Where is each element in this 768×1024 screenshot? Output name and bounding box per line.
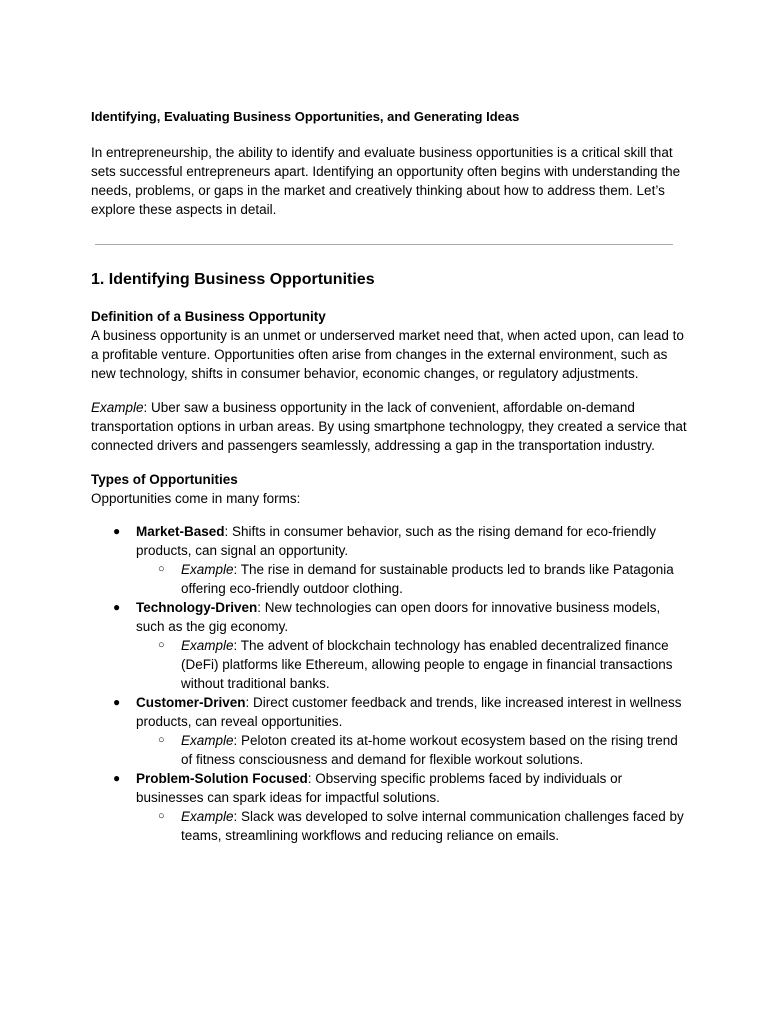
bullet-icon: ● [113, 695, 121, 709]
example-label: Example [181, 733, 234, 748]
list-item [91, 522, 691, 598]
type-label: Customer-Driven [136, 695, 246, 710]
sub-list-item [136, 636, 691, 693]
horizontal-divider [95, 244, 673, 245]
example-text: : Uber saw a business opportunity in the lack of convenient, affordable on-demand transportation options in urban areas. By using smartphone technologpy, they created a service that connected drivers and passengers seamlessly, addressing a gap in the transportation industry. [91, 400, 687, 453]
section-body [91, 307, 691, 845]
type-label: Problem-Solution Focused [136, 771, 308, 786]
example-text: : The rise in demand for sustainable products led to brands like Patagonia offering eco-friendly outdoor clothing. [181, 562, 674, 596]
example-label: Example [181, 638, 234, 653]
types-heading: Types of Opportunities [91, 472, 238, 487]
example-label: Example [181, 809, 234, 824]
type-text: : Direct customer feedback and trends, like increased interest in wellness products, can reveal opportunities. [136, 695, 682, 729]
example-text: : Peloton created its at-home workout ecosystem based on the rising trend of fitness consciousness and demand for flexible workout solutions. [181, 733, 678, 767]
list-item [91, 693, 691, 769]
sub-list [136, 560, 691, 598]
sub-list-item [136, 560, 691, 598]
types-intro: Opportunities come in many forms: [91, 491, 301, 506]
list-item [91, 598, 691, 693]
hollow-bullet-icon: ○ [158, 810, 165, 822]
example-label: Example [181, 562, 234, 577]
type-text: : New technologies can open doors for innovative business models, such as the gig economy. [136, 600, 661, 634]
type-label: Technology-Driven [136, 600, 258, 615]
sub-list [136, 636, 691, 693]
bullet-icon: ● [113, 771, 121, 785]
example-text: : Slack was developed to solve internal communication challenges faced by teams, streamlining workflows and reducing reliance on emails. [181, 809, 684, 843]
type-label: Market-Based [136, 524, 225, 539]
section-heading: 1. Identifying Business Opportunities [91, 271, 375, 288]
intro-paragraph: In entrepreneurship, the ability to identify and evaluate business opportunities is a critical skill that sets successful entrepreneurs apart. Identifying an opportunity often begins with understanding the needs, problems, or gaps in the market and creatively thinking about how to address them. Let’s explore these aspects in detail. [91, 145, 681, 217]
hollow-bullet-icon: ○ [158, 639, 165, 651]
bullet-icon: ● [113, 600, 121, 614]
sub-list [136, 731, 691, 769]
type-text: : Observing specific problems faced by individuals or businesses can spark ideas for impactful solutions. [136, 771, 623, 805]
definition-paragraph: A business opportunity is an unmet or underserved market need that, when acted upon, can lead to a profitable venture. Opportunities often arise from changes in the external environment, such as new technology, shifts in consumer behavior, economic changes, or regulatory adjustments. [91, 328, 684, 381]
document-title: Identifying, Evaluating Business Opportunities, and Generating Ideas [91, 109, 520, 124]
bullet-icon: ● [113, 524, 121, 538]
example-text: : The advent of blockchain technology has enabled decentralized finance (DeFi) platforms like Ethereum, allowing people to engage in financial transactions without traditional banks. [181, 638, 673, 691]
example-label: Example [91, 400, 144, 415]
example-paragraph [91, 398, 691, 455]
sub-list-item [136, 807, 691, 845]
sub-list-item [136, 731, 691, 769]
opportunity-types-list [91, 522, 691, 845]
sub-list [136, 807, 691, 845]
list-item [91, 769, 691, 845]
definition-heading: Definition of a Business Opportunity [91, 309, 326, 324]
hollow-bullet-icon: ○ [158, 563, 165, 575]
type-text: : Shifts in consumer behavior, such as the rising demand for eco-friendly products, can signal an opportunity. [136, 524, 657, 558]
hollow-bullet-icon: ○ [158, 734, 165, 746]
